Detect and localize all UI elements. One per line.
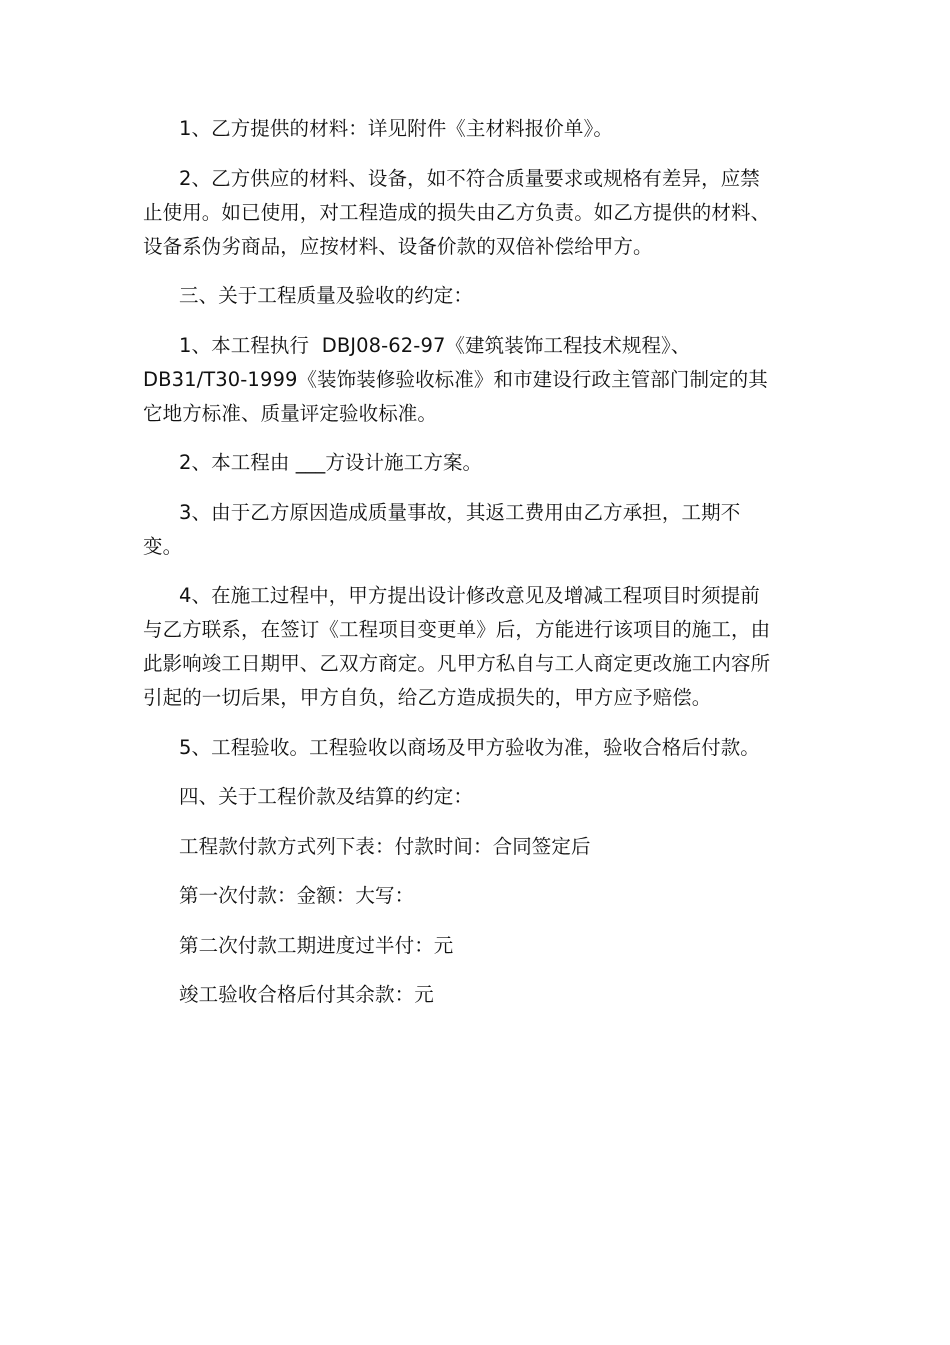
paragraph-payment-method: 工程款付款方式列下表：付款时间：合同签定后 <box>179 834 591 858</box>
paragraph-second-payment: 第二次付款工期进度过半付：元 <box>179 933 454 957</box>
document-body <box>143 112 773 1028</box>
paragraph-design-changes: 4、在施工过程中，甲方提出设计修改意见及增减工程项目时须提前与乙方联系，在签订《工程项目变更单》后，方能进行该项目的施工，由此影响竣工日期甲、乙双方商定。凡甲方私自与工人商定更改施工内容所引起的一切后果，甲方自负，给乙方造成损失的，甲方应予赔偿。 <box>143 584 771 709</box>
section-heading-quality-acceptance: 三、关于工程质量及验收的约定： <box>179 284 474 307</box>
section-heading-price-settlement: 四、关于工程价款及结算的约定： <box>179 785 474 808</box>
paragraph-final-payment: 竣工验收合格后付其余款：元 <box>179 983 434 1006</box>
paragraph-design-plan: 2、本工程由 ___方设计施工方案。 <box>179 451 483 474</box>
paragraph-materials-supplied: 1、乙方提供的材料：详见附件《主材料报价单》。 <box>179 117 613 140</box>
paragraph-standards: 1、本工程执行 DBJ08-62-97《建筑装饰工程技术规程》、DB31/T30-1999《装饰装修验收标准》和市建设行政主管部门制定的其它地方标准、质量评定验收标准。 <box>143 333 768 425</box>
paragraph-first-payment: 第一次付款：金额：大写： <box>179 884 415 907</box>
paragraph-acceptance: 5、工程验收。工程验收以商场及甲方验收为准，验收合格后付款。 <box>179 735 760 759</box>
paragraph-materials-quality: 2、乙方供应的材料、设备，如不符合质量要求或规格有差异，应禁止使用。如已使用，对工程造成的损失由乙方负责。如乙方提供的材料、设备系伪劣商品，应按材料、设备价款的双倍补偿给甲方。 <box>143 166 771 258</box>
paragraph-quality-accident: 3、由于乙方原因造成质量事故，其返工费用由乙方承担，工期不变。 <box>143 500 741 558</box>
